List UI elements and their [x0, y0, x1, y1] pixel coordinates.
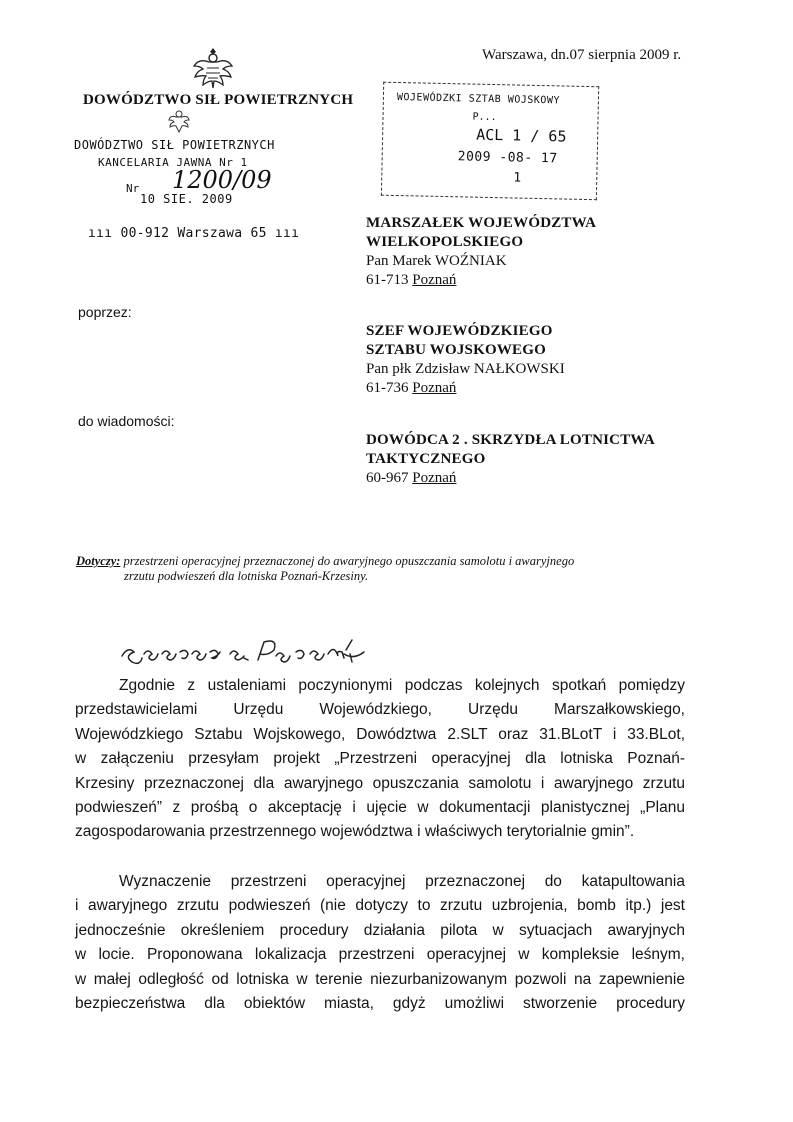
subject-continuation: zrzutu podwieszeń dla lotniska Poznań-Krzesiny. — [124, 569, 369, 583]
recipient-main — [366, 214, 596, 290]
subject-text: przestrzeni operacyjnej przeznaczonej do awaryjnego opuszczania samolotu i awaryjnego — [123, 554, 575, 568]
subject-line — [76, 553, 574, 569]
stamp-received-date: 2009 -08- 17 — [457, 149, 558, 167]
recipient-postal-line — [366, 379, 565, 398]
body-line: bezpieczeństwa dla obiektów miasta, gdyż umożliwi stworzenie procedury — [75, 994, 685, 1012]
eagle-emblem-icon — [192, 44, 234, 95]
stamp-handwritten-number: 1200/09 — [172, 166, 272, 194]
body-paragraph-1 — [75, 674, 685, 845]
recipient-cc — [366, 431, 655, 488]
body-line: Wyznaczenie przestrzeni operacyjnej przeznaczonej do katapultowania — [119, 873, 685, 890]
recipient-person: Pan płk Zdzisław NAŁKOWSKI — [366, 361, 565, 377]
recipient-title-line: TAKTYCZNEGO — [366, 451, 486, 467]
stamp-office-name: WOJEWÓDZKI SZTAB WOJSKOWY — [396, 92, 561, 107]
recipient-postal-code: 61-736 — [366, 380, 409, 396]
cc-label: do wiadomości: — [78, 413, 175, 429]
recipient-postal-line — [366, 469, 655, 488]
body-line: w załączeniu przesyłam projekt „Przestrzeni operacyjnej dla lotniska Poznań- — [75, 750, 685, 768]
body-line: Krzesiny przeznaczonej dla awaryjnego opuszczania samolotu i awaryjnego zrzutu — [75, 774, 685, 792]
body-line: przedstawicielami Urzędu Wojewódzkiego, Urzędu Marszałkowskiego, — [75, 701, 685, 719]
body-line: jednocześnie określeniem procedury działania pilota w sytuacjach awaryjnych — [75, 921, 685, 939]
stamp-eagle-icon — [168, 108, 190, 139]
recipient-title-line: DOWÓDCA 2 . SKRZYDŁA LOTNICTWA — [366, 432, 655, 448]
body-line: w locie. Proponowana lokalizacja przestrzeni operacyjnej w kompleksie leśnym, — [75, 946, 685, 964]
via-label: poprzez: — [78, 304, 132, 320]
recipient-postal-code: 61-713 — [366, 272, 409, 288]
body-paragraph-2 — [75, 870, 685, 1016]
recipient-postal-line — [366, 271, 596, 290]
handwritten-salutation — [118, 632, 378, 677]
recipient-person: Pan Marek WOŹNIAK — [366, 253, 507, 269]
stamp-office: KANCELARIA JAWNA Nr 1 — [98, 156, 248, 169]
body-line: Zgodnie z ustaleniami poczynionymi podczas kolejnych spotkań pomiędzy — [119, 677, 685, 694]
recipient-via — [366, 322, 565, 398]
body-line: w małej odległość od lotniska w terenie niezurbanizowanym pozwoli na zapewnienie — [75, 970, 685, 988]
body-line: podwieszeń” z prośbą o akceptację i ujęcie w dokumentacji planistycznej „Planu — [75, 798, 685, 816]
recipient-city: Poznań — [412, 380, 457, 396]
received-stamp — [381, 82, 603, 205]
recipient-city: Poznań — [412, 272, 457, 288]
stamp-organization: DOWÓDZTWO SIŁ POWIETRZNYCH — [74, 138, 275, 152]
body-line: i awaryjnego zrzutu podwieszeń (nie dotyczy to zrzutu uzbrojenia, bomb itp.) jest — [75, 897, 685, 915]
stamp-address: ııı 00-912 Warszawa 65 ııı — [88, 226, 300, 241]
organization-name: DOWÓDZTWO SIŁ POWIETRZNYCH — [83, 92, 354, 108]
registry-stamp — [70, 108, 300, 248]
recipient-title-line: MARSZAŁEK WOJEWÓDZTWA — [366, 215, 597, 231]
stamp-line: P... — [472, 111, 497, 124]
body-line: Wojewódzkiego Sztabu Wojskowego, Dowództwa 2.SLT oraz 31.BLotT i 33.BLot, — [75, 725, 685, 743]
document-date: Warszawa, dn.07 sierpnia 2009 r. — [482, 47, 682, 63]
subject-label: Dotyczy: — [76, 554, 121, 568]
stamp-nr-label: Nr — [126, 182, 140, 195]
stamp-reference: ACL 1 / 65 — [475, 125, 567, 146]
recipient-title-line: SZEF WOJEWÓDZKIEGO — [366, 323, 553, 339]
recipient-city: Poznań — [412, 470, 457, 486]
stamp-count: 1 — [513, 170, 522, 186]
recipient-title-line: WIELKOPOLSKIEGO — [366, 234, 524, 250]
body-line: zagospodarowania przestrzennego województwa i właściwych terytorialnie gmin”. — [75, 823, 635, 841]
recipient-postal-code: 60-967 — [366, 470, 409, 486]
stamp-date: 10 SIE. 2009 — [140, 192, 233, 206]
recipient-title-line: SZTABU WOJSKOWEGO — [366, 342, 546, 358]
